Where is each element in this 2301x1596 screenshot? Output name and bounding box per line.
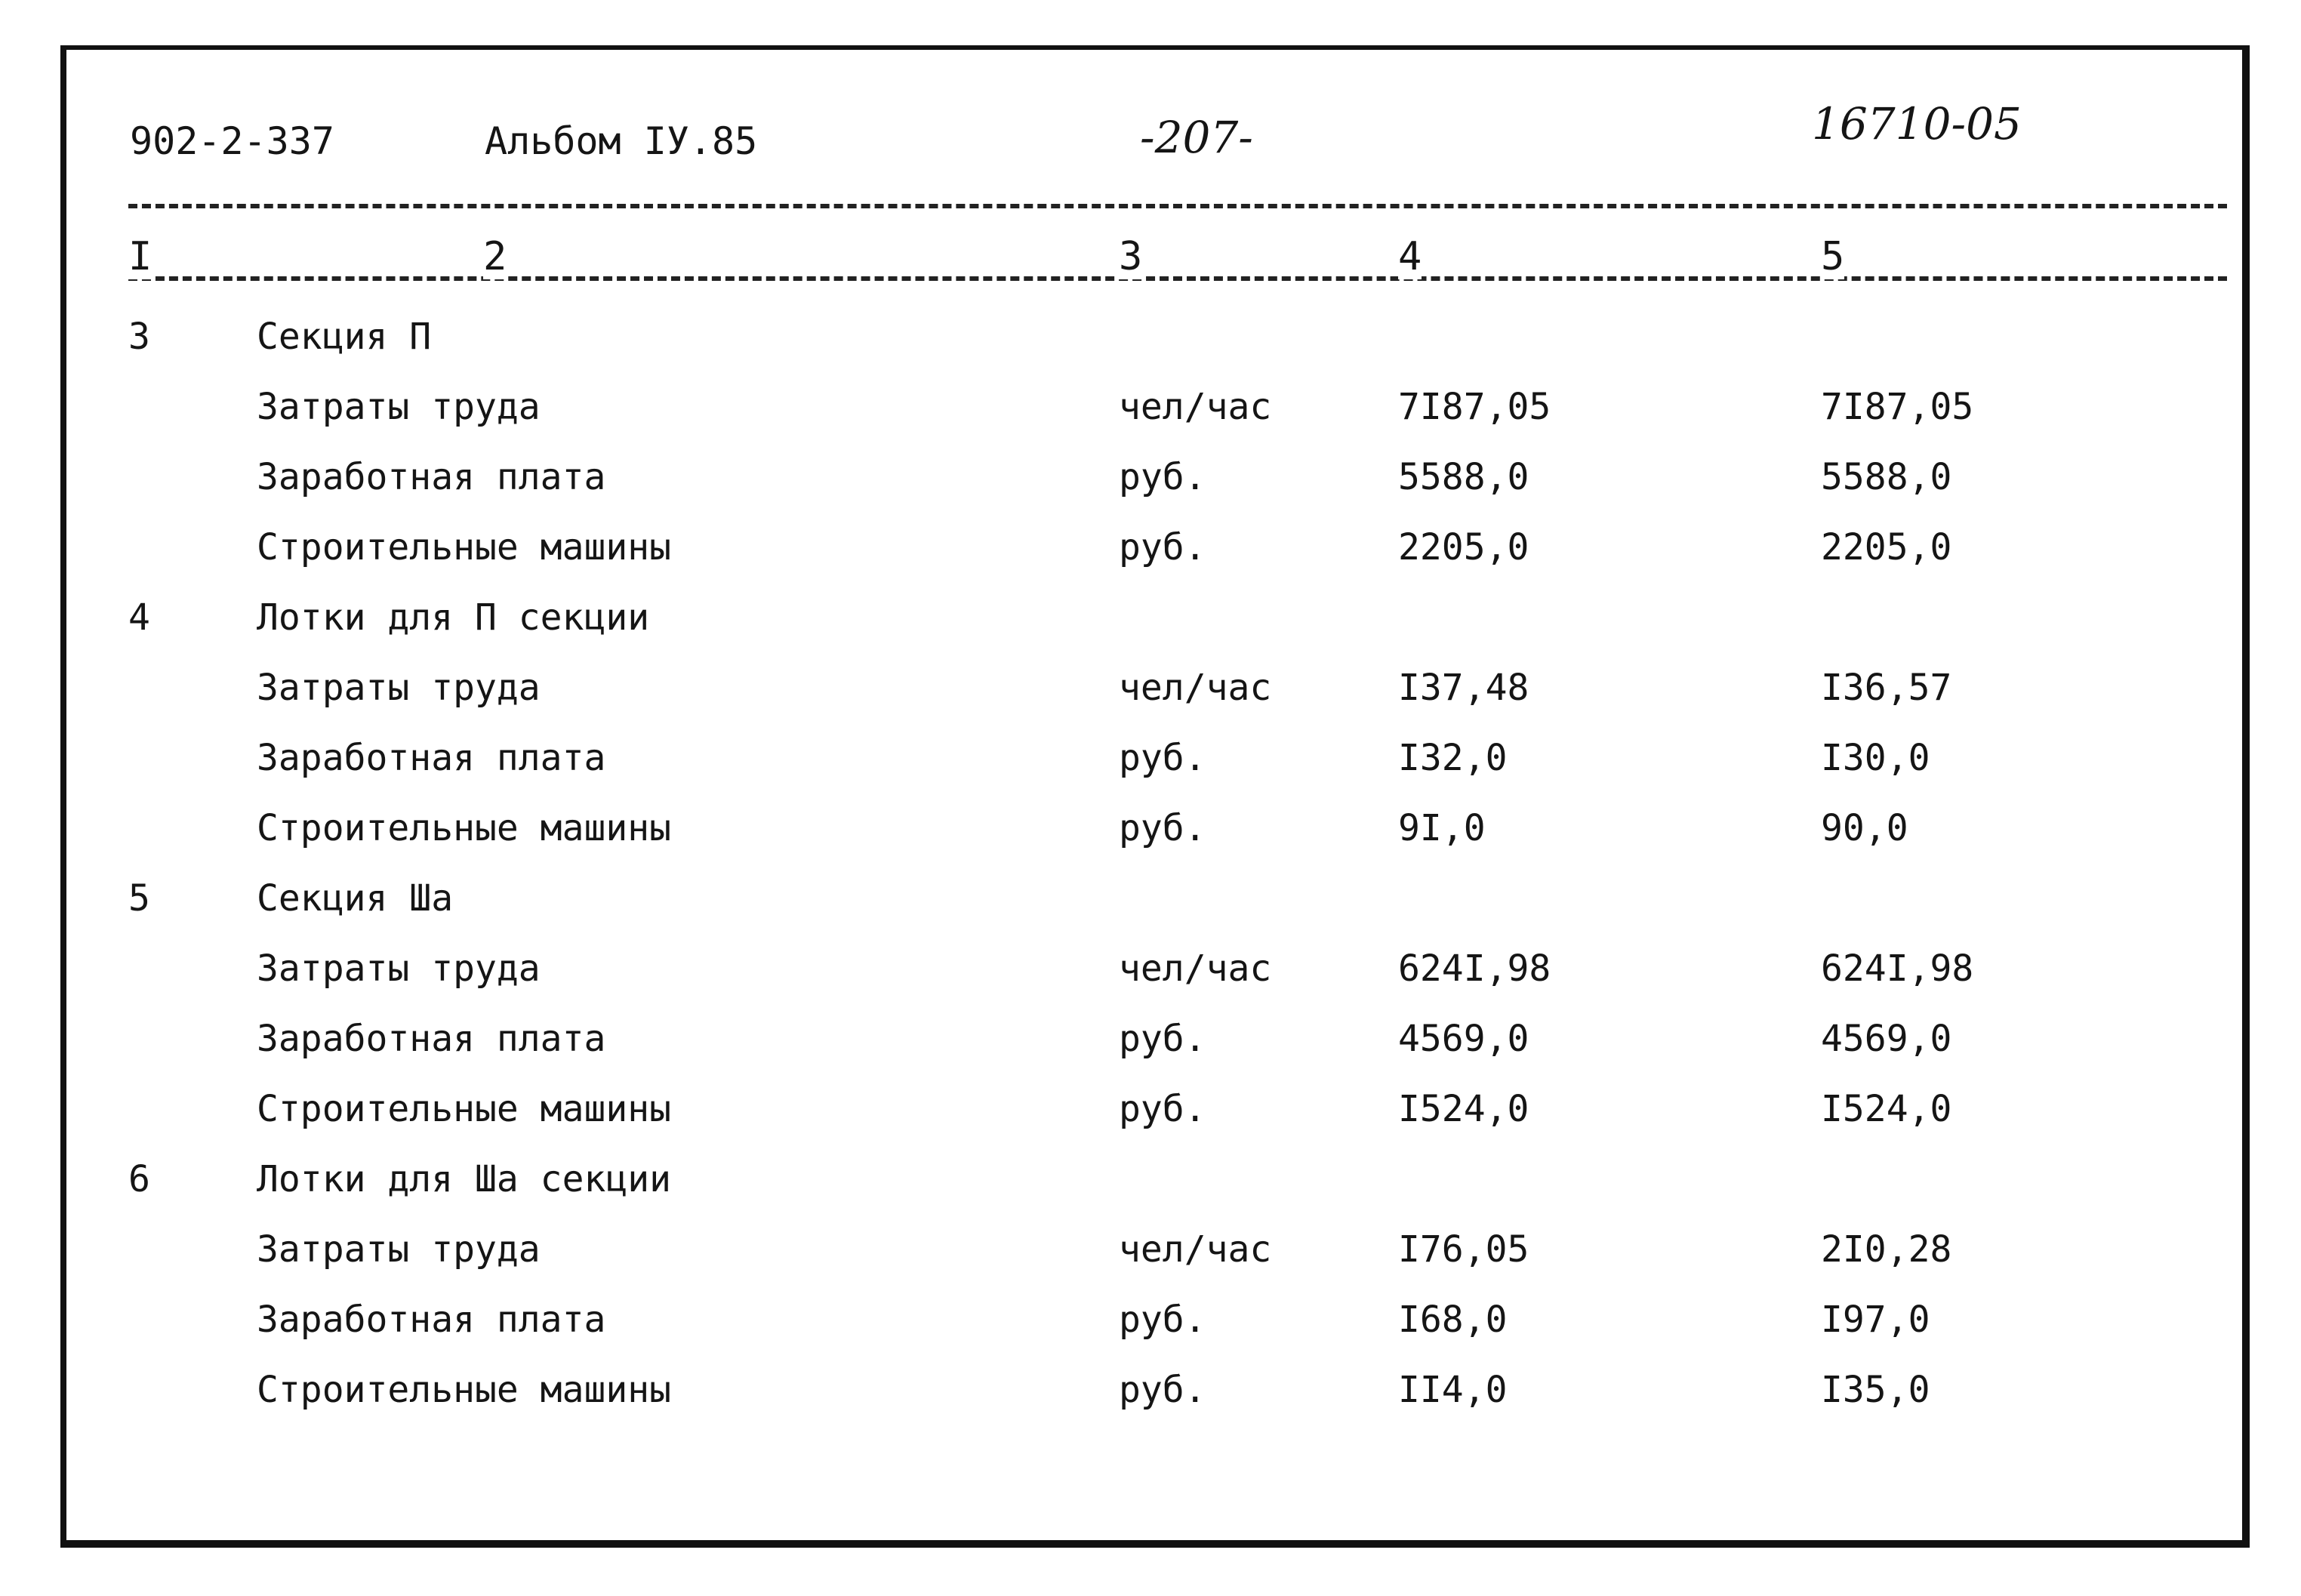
row-value-col5: I35,0 [1821,1369,1930,1411]
page-number: -207- [1140,112,1253,163]
row-value-col4: I76,05 [1398,1228,1529,1271]
row-unit: руб. [1119,1018,1206,1060]
column-header-divider [128,276,2227,281]
row-name: Секция Ша [257,877,454,920]
header-divider [128,204,2227,208]
row-name: Затраты труда [257,947,541,990]
row-unit: чел/час [1119,667,1272,709]
row-name: Строительные машины [257,526,672,568]
row-name: Лотки для Ша секции [257,1158,672,1200]
row-name: Заработная плата [257,1018,606,1060]
row-value-col4: I32,0 [1398,737,1508,779]
row-value-col4: I524,0 [1398,1088,1529,1130]
row-unit: руб. [1119,807,1206,849]
row-value-col5: I524,0 [1821,1088,1952,1130]
row-unit: чел/час [1119,947,1272,990]
row-name: Заработная плата [257,737,606,779]
row-value-col5: 7I87,05 [1821,386,1974,428]
row-value-col5: 624I,98 [1821,947,1974,990]
row-name: Затраты труда [257,386,541,428]
row-name: Секция П [257,316,432,358]
row-value-col4: 9I,0 [1398,807,1486,849]
row-number: 5 [128,877,150,920]
row-number: 3 [128,316,150,358]
row-unit: руб. [1119,1369,1206,1411]
column-number-1: I [128,234,152,279]
row-unit: руб. [1119,1299,1206,1341]
row-value-col5: I36,57 [1821,667,1952,709]
column-number-2: 2 [483,234,507,279]
row-value-col4: II4,0 [1398,1369,1508,1411]
row-value-col4: 5588,0 [1398,456,1529,498]
row-value-col4: I68,0 [1398,1299,1508,1341]
row-unit: чел/час [1119,1228,1272,1271]
row-name: Строительные машины [257,807,672,849]
row-unit: руб. [1119,526,1206,568]
document-code: 902-2-337 [130,119,334,163]
stamp-code: 16710-05 [1812,98,2022,149]
row-unit: чел/час [1119,386,1272,428]
column-number-3: 3 [1119,234,1143,279]
row-value-col5: 2I0,28 [1821,1228,1952,1271]
row-value-col4: 4569,0 [1398,1018,1529,1060]
column-number-5: 5 [1821,234,1845,279]
row-value-col5: 5588,0 [1821,456,1952,498]
row-name: Строительные машины [257,1369,672,1411]
row-unit: руб. [1119,456,1206,498]
row-value-col4: 7I87,05 [1398,386,1551,428]
row-name: Лотки для П секции [257,596,650,639]
row-value-col5: 90,0 [1821,807,1908,849]
row-name: Затраты труда [257,667,541,709]
row-value-col4: 624I,98 [1398,947,1551,990]
row-value-col5: 2205,0 [1821,526,1952,568]
row-value-col5: I30,0 [1821,737,1930,779]
row-name: Заработная плата [257,1299,606,1341]
row-unit: руб. [1119,737,1206,779]
row-value-col5: 4569,0 [1821,1018,1952,1060]
row-name: Заработная плата [257,456,606,498]
row-value-col4: I37,48 [1398,667,1529,709]
row-number: 4 [128,596,150,639]
album-label: Альбом IУ.85 [485,119,758,163]
row-number: 6 [128,1158,150,1200]
row-name: Затраты труда [257,1228,541,1271]
column-number-4: 4 [1398,234,1422,279]
row-name: Строительные машины [257,1088,672,1130]
row-unit: руб. [1119,1088,1206,1130]
row-value-col4: 2205,0 [1398,526,1529,568]
row-value-col5: I97,0 [1821,1299,1930,1341]
